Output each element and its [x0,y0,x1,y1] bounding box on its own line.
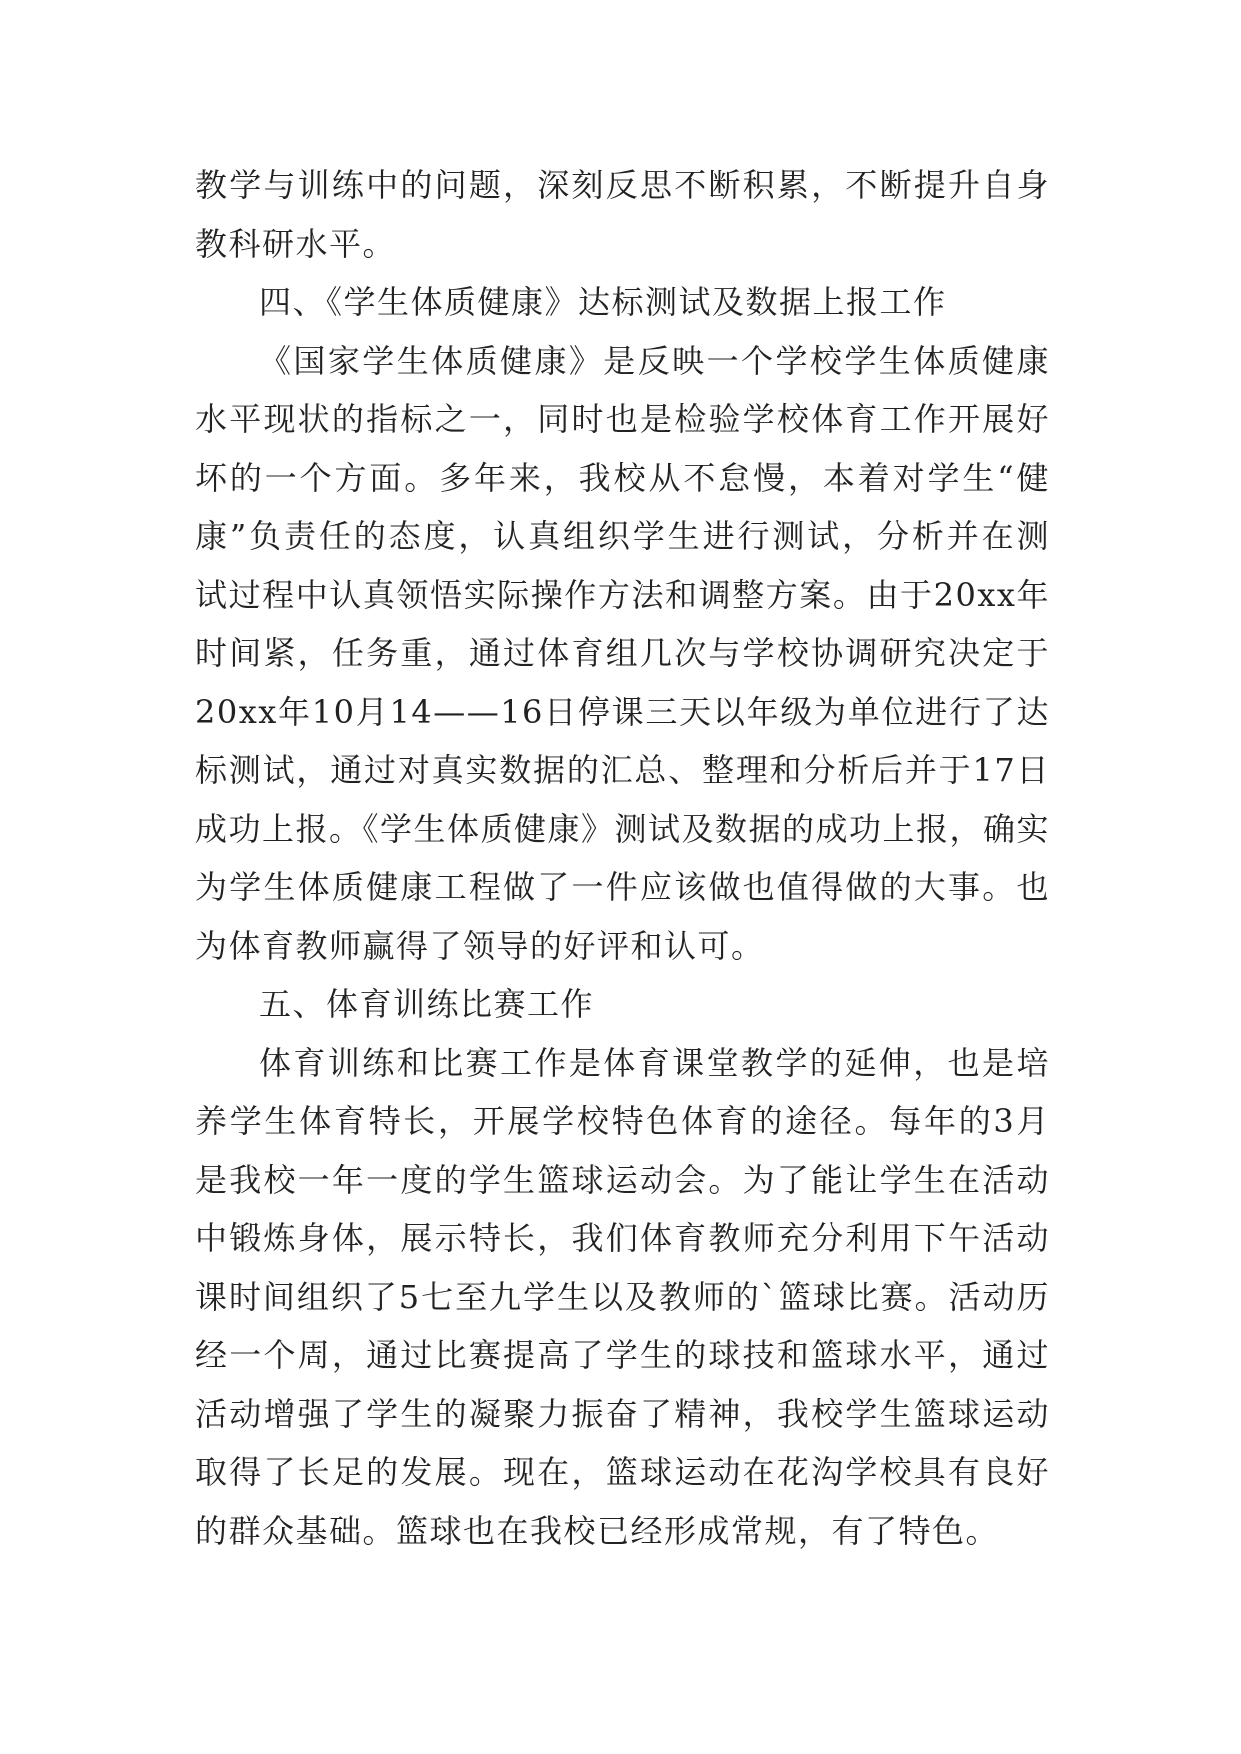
section-heading-four: 四、《学生体质健康》达标测试及数据上报工作 [259,283,947,321]
paragraph-health-test: 《国家学生体质健康》是反映一个学校学生体质健康水平现状的指标之一，同时也是检验学校体育工作开展好坏的一个方面。多年来，我校从不怠慢，本着对学生“健康”负责任的态度，认真组织学生进行测试，分析并在测试过程中认真领悟实际操作方法和调整方案。由于20xx年时间紧，任务重，通过体育组几次与学校协调研究决定于20xx年10月14——16日停课三天以年级为单位进行了达标测试，通过对真实数据的汇总、整理和分析后并于17日成功上报。《学生体质健康》测试及数据的成功上报，确实为学生体质健康工程做了一件应该做也值得做的大事。也为体育教师赢得了领导的好评和认可。 [195,341,1051,965]
document-page [195,156,1050,1560]
paragraph-training-competition: 体育训练和比赛工作是体育课堂教学的延伸，也是培养学生体育特长，开展学校特色体育的途径。每年的3月是我校一年一度的学生篮球运动会。为了能让学生在活动中锻炼身体，展示特长，我们体育教师充分利用下午活动课时间组织了5七至九学生以及教师的`篮球比赛。活动历经一个周，通过比赛提高了学生的球技和篮球水平，通过活动增强了学生的凝聚力振奋了精神，我校学生篮球运动取得了长足的发展。现在，篮球运动在花沟学校具有良好的群众基础。篮球也在我校已经形成常规，有了特色。 [195,1043,1050,1550]
section-heading-five: 五、体育训练比赛工作 [259,985,595,1023]
paragraph-continuation: 教学与训练中的问题，深刻反思不断积累，不断提升自身教科研水平。 [195,166,1050,263]
